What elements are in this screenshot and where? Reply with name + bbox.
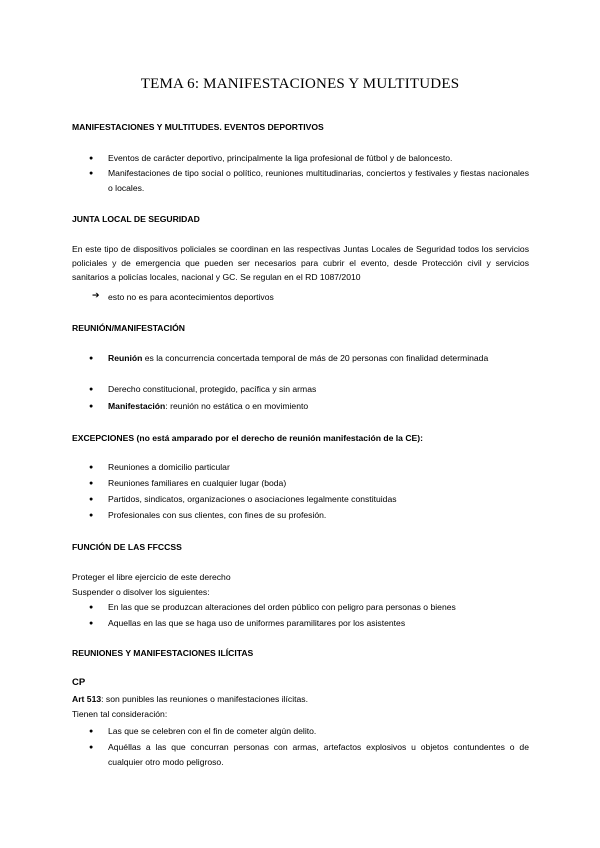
term-reunion: Reunión: [108, 353, 143, 363]
list-item: ● Derecho constitucional, protegido, pacífica y sin armas: [108, 382, 529, 397]
term-manifestacion: Manifestación: [108, 401, 166, 411]
list-item: ● Manifestaciones de tipo social o político, reuniones multitudinarias, conciertos y festivales y fiestas nacionales o locales.: [108, 166, 529, 196]
heading-manifestaciones-eventos: MANIFESTACIONES Y MULTITUDES. EVENTOS DEPORTIVOS: [72, 122, 324, 132]
heading-reunion-manifestacion: REUNIÓN/MANIFESTACIÓN: [72, 323, 185, 333]
list-item-manifestacion: [108, 399, 529, 414]
definition-manifestacion: : reunión no estática o en movimiento: [165, 401, 309, 411]
heading-funcion-ffccss: FUNCIÓN DE LAS FFCCSS: [72, 542, 182, 552]
list-item: ● Profesionales con sus clientes, con fines de su profesión.: [108, 508, 529, 523]
list-item: ● Reuniones familiares en cualquier lugar (boda): [108, 476, 529, 491]
text-line: Suspender o disolver los siguientes:: [72, 587, 210, 597]
arrow-note: esto no es para acontecimientos deportivos: [108, 292, 274, 302]
text-line: Proteger el libre ejercicio de este derecho: [72, 572, 231, 582]
list-item-reunion: [108, 351, 529, 366]
list-item: ● Las que se celebren con el fin de cometer algún delito.: [108, 724, 529, 739]
text-line: Tienen tal consideración:: [72, 709, 168, 719]
heading-junta-local: JUNTA LOCAL DE SEGURIDAD: [72, 214, 200, 224]
heading-reuniones-ilicitas: REUNIONES Y MANIFESTACIONES ILÍCITAS: [72, 648, 254, 658]
arrow-icon: ➔: [92, 290, 100, 300]
list-item: ● En las que se produzcan alteraciones del orden público con peligro para personas o bienes: [108, 600, 529, 615]
subheading-cp: CP: [72, 677, 86, 688]
paragraph-junta-local: En este tipo de dispositivos policiales se coordinan en las respectivas Juntas Locales de Seguridad todos los servicios policiales y de emergencia que pueden ser necesarios para cubrir el evento, desde Protección civil y servicios sanitarios a policías locales, nacional y GC. Se regulan en el RD 1087/2010: [72, 244, 529, 282]
heading-excepciones: EXCEPCIONES (no está amparado por el derecho de reunión manifestación de la CE):: [72, 433, 423, 443]
list-item: ● Eventos de carácter deportivo, principalmente la liga profesional de fútbol y de baloncesto.: [108, 151, 529, 166]
list-item: ● Aquellas en las que se haga uso de uniformes paramilitares por los asistentes: [108, 616, 529, 631]
list-item: ● Aquéllas a las que concurran personas con armas, artefactos explosivos u objetos contundentes o de cualquier otro modo peligroso.: [108, 740, 529, 770]
list-item: ● Reuniones a domicilio particular: [108, 460, 529, 475]
article-513-text: : son punibles las reuniones o manifestaciones ilícitas.: [101, 694, 308, 704]
page-title: TEMA 6: MANIFESTACIONES Y MULTITUDES: [140, 76, 460, 92]
article-513: [72, 692, 529, 706]
list-item: ● Partidos, sindicatos, organizaciones o asociaciones legalmente constituidas: [108, 492, 529, 507]
definition-reunion: es la concurrencia concertada temporal de más de 20 personas con finalidad determinada: [142, 353, 489, 363]
term-art-513: Art 513: [72, 694, 102, 704]
